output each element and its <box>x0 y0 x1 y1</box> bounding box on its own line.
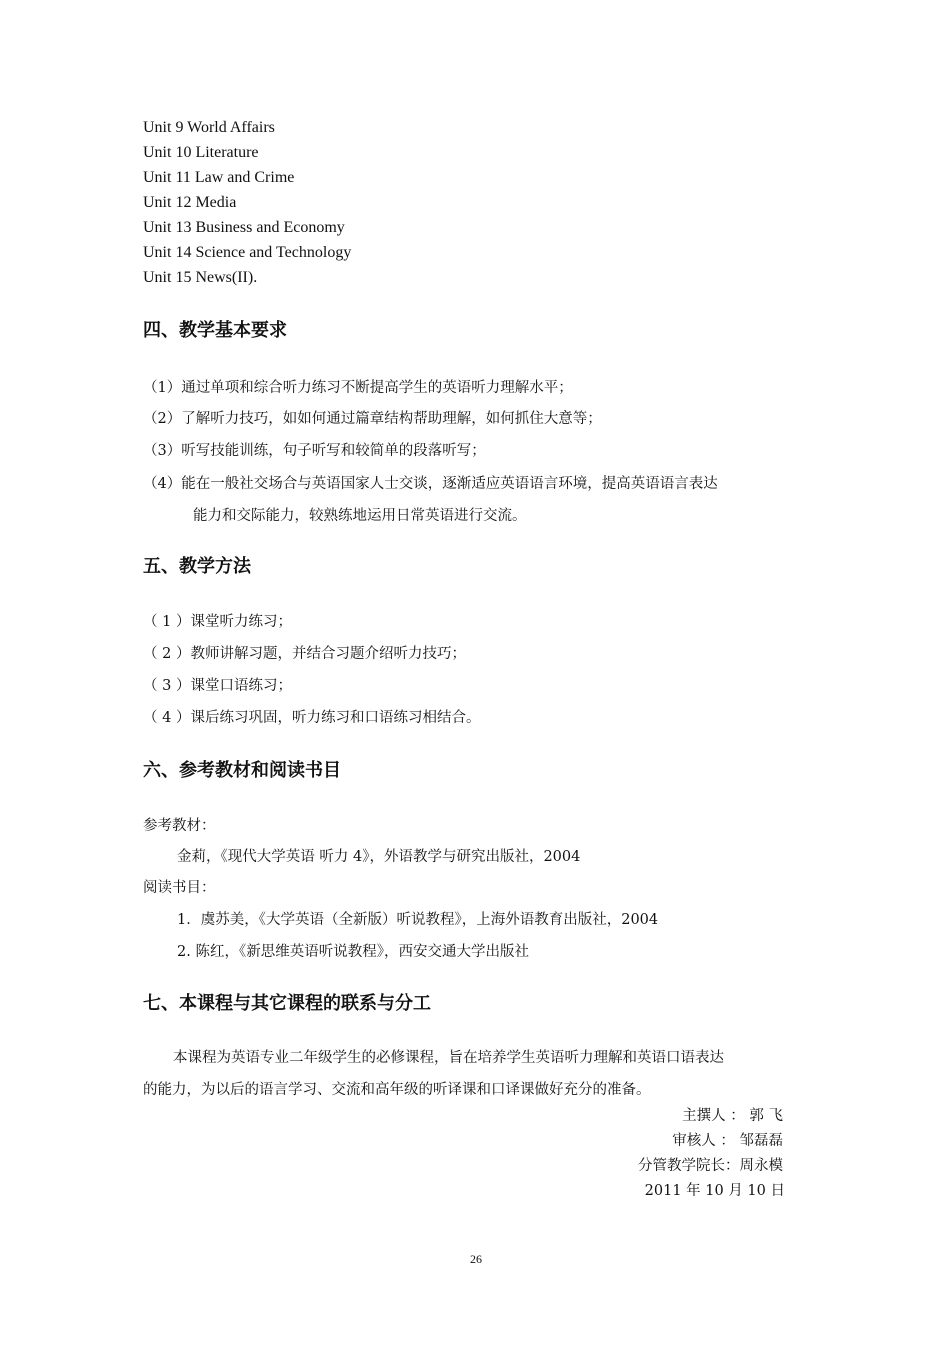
unit-item: Unit 9 World Affairs <box>143 119 275 136</box>
method-item: （ 1 ）课堂听力练习； <box>143 614 292 630</box>
unit-item: Unit 15 News(II). <box>143 269 258 286</box>
reading-entry: 2. 陈红，《新思维英语听说教程》，西安交通大学出版社 <box>177 944 529 960</box>
textbook-label: 参考教材： <box>143 818 216 834</box>
requirement-item: （2）了解听力技巧，如如何通过篇章结构帮助理解，如何抓住大意等； <box>143 411 602 427</box>
method-item: （ 4 ）课后练习巩固，听力练习和口语练习相结合。 <box>143 710 481 726</box>
requirement-item: （3）听写技能训练，句子听写和较简单的段落听写； <box>143 443 486 459</box>
section-6-heading: 六、参考教材和阅读书目 <box>143 760 341 781</box>
unit-item: Unit 14 Science and Technology <box>143 244 352 261</box>
section-7-heading: 七、本课程与其它课程的联系与分工 <box>143 993 431 1014</box>
unit-item: Unit 10 Literature <box>143 144 259 161</box>
requirement-item-continued: 能力和交际能力，较熟练地运用日常英语进行交流。 <box>193 508 527 524</box>
page-number: 26 <box>470 1252 482 1266</box>
reading-entry: 1．虞苏美，《大学英语（全新版）听说教程》，上海外语教育出版社，2004 <box>177 912 659 928</box>
requirement-item: （1）通过单项和综合听力练习不断提高学生的英语听力理解水平； <box>143 380 573 396</box>
section-5-heading: 五、教学方法 <box>143 556 251 577</box>
date-line: 2011 年 10 月 10 日 <box>644 1183 785 1199</box>
dean-line: 分管教学院长：周永模 <box>638 1158 783 1174</box>
requirement-item: （4）能在一般社交场合与英语国家人士交谈，逐渐适应英语语言环境，提高英语语言表达 <box>143 476 718 492</box>
paragraph-line: 本课程为英语专业二年级学生的必修课程，旨在培养学生英语听力理解和英语口语表达 <box>173 1050 724 1066</box>
author-line: 主撰人 ： 郭 飞 <box>682 1108 783 1124</box>
unit-list <box>143 118 351 293</box>
paragraph-line: 的能力，为以后的语言学习、交流和高年级的听译课和口译课做好充分的准备。 <box>143 1082 651 1098</box>
method-item: （ 2 ）教师讲解习题，并结合习题介绍听力技巧； <box>143 646 466 662</box>
unit-item: Unit 13 Business and Economy <box>143 219 345 236</box>
section-4-heading: 四、教学基本要求 <box>143 320 287 341</box>
unit-item: Unit 11 Law and Crime <box>143 169 295 186</box>
reading-label: 阅读书目： <box>143 880 216 896</box>
reviewer-line: 审核人 ： 邹磊磊 <box>672 1133 783 1149</box>
method-item: （ 3 ）课堂口语练习； <box>143 678 292 694</box>
unit-item: Unit 12 Media <box>143 194 237 211</box>
textbook-entry: 金莉，《现代大学英语 听力 4》，外语教学与研究出版社，2004 <box>177 849 581 865</box>
